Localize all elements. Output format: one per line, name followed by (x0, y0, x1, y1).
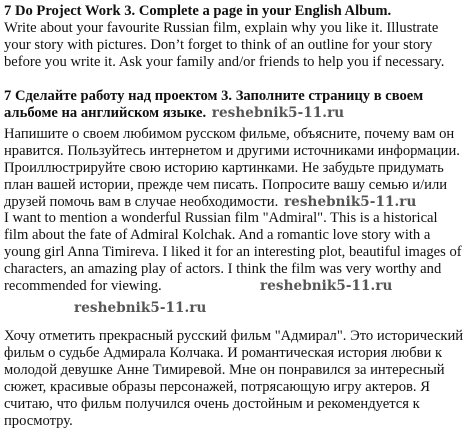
watermark: reshebnik5-11.ru (283, 194, 417, 210)
answer-en-text: I want to mention a wonderful Russian film "Admiral". This is a historical film about the fate of Admiral Kolchak. And a romantic love story with a young girl Anna Timireva. I liked it for an interesting plot, beautiful images of characters, an amazing play of actors. I think the film was very worthy and recommended for viewing. (4, 210, 462, 294)
task-en-block (4, 3, 464, 71)
task-en-text: Write about your favourite Russian film, explain why you like it. Illustrate your story with pictures. Don’t forget to think of an outline for your story before you write it. Ask your family and/or friends to help you if necessary. (4, 20, 445, 70)
task-en-title: 7 Do Project Work 3. Complete a page in your English Album. (4, 3, 392, 19)
answer-ru-block (4, 328, 464, 430)
translation-ru-block (4, 126, 464, 211)
watermark: reshebnik5-11.ru (211, 105, 345, 121)
task-ru-block (4, 88, 464, 122)
answer-ru-text: Хочу отметить прекрасный русский фильм "Адмирал". Это исторический фильм о судьбе Адмирала Колчака. И романтическая история любви к молодой девушке Анне Тимиревой. Мне он понравился за интересный сюжет, красивые образы персонажей, потрясающую игру актеров. Я считаю, что фильм получился очень достойным и рекомендуется к просмотру. (4, 328, 464, 429)
watermark: reshebnik5-11.ru (260, 278, 393, 294)
watermark: reshebnik5-11.ru (74, 300, 207, 316)
answer-en-block (4, 210, 464, 320)
task-ru-title: 7 Сделайте работу над проектом 3. Заполните страницу в своем альбоме на английском языке. (4, 88, 424, 121)
translation-ru-text: Напишите о своем любимом русском фильме, объясните, почему вам он нравится. Пользуйтесь интернетом и другими источниками информации. Проиллюстрируйте свою историю картинками. Не забудьте придумать план вашей истории, прежде чем писать. Попросите вашу семью и/или друзей помочь вам в случае необходимости. (4, 126, 460, 210)
